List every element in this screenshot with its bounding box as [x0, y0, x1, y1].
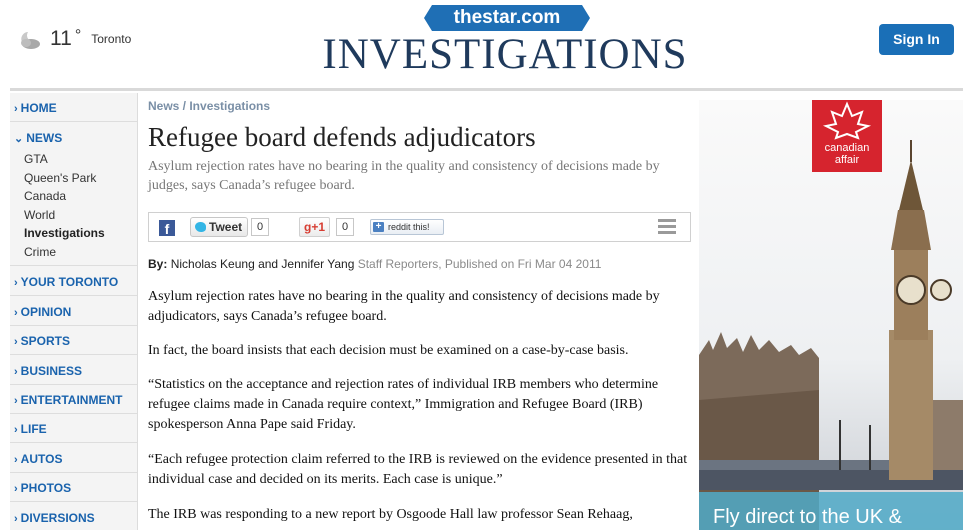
nav-item-label: HOME [20, 101, 57, 115]
byline-authors[interactable]: Nicholas Keung and Jennifer Yang [170, 257, 355, 271]
article-headline: Refugee board defends adjudicators [148, 122, 536, 152]
plus-one-count: 0 [336, 218, 354, 236]
nav-item-label: SPORTS [20, 334, 71, 348]
ad-brand-line1: canadian [824, 142, 870, 154]
section-title: INVESTIGATIONS [322, 31, 688, 78]
article-paragraph: Asylum rejection rates have no bearing in the quality and consistency of decisions made by adjudicators, says Canada’s refugee board. [148, 289, 660, 324]
nav-divider [10, 121, 137, 122]
nav-divider [10, 265, 137, 266]
nav-item-label: PHOTOS [20, 481, 72, 495]
nav-item-label: AUTOS [20, 452, 63, 466]
twitter-bird-icon [195, 222, 206, 232]
chevron-down-icon: ⌄ [14, 133, 24, 145]
site-logo[interactable] [424, 5, 590, 33]
nav-subitem-queens-park[interactable]: Queen's Park [24, 171, 97, 185]
tweet-button[interactable] [190, 217, 248, 237]
nav-divider [10, 384, 137, 385]
chevron-right-icon: › [14, 366, 18, 378]
sign-in-button[interactable]: Sign In [879, 24, 954, 55]
nav-item-business[interactable] [14, 364, 138, 378]
chevron-right-icon: › [14, 395, 18, 407]
weather-city: Toronto [91, 32, 132, 46]
nav-item-label: OPINION [20, 305, 72, 319]
nav-item-label: LIFE [20, 422, 47, 436]
google-plus-label: g [303, 220, 312, 234]
tweet-label: Tweet [209, 220, 243, 234]
article-paragraph: In fact, the board insists that each decision must be examined on a case-by-case basis. [148, 343, 629, 358]
nav-divider [10, 295, 137, 296]
nav-divider [10, 501, 137, 502]
chevron-right-icon: › [14, 103, 18, 115]
google-plus-one-button[interactable] [299, 217, 330, 237]
nav-divider [10, 354, 137, 355]
chevron-right-icon: › [14, 424, 18, 436]
article-paragraph: “Each refugee protection claim referred to the IRB is reviewed on the evidence presented in that individual case and decided on its merits. Each case is unique.” [148, 452, 688, 487]
nav-subitem-gta[interactable]: GTA [24, 152, 48, 166]
nav-item-opinion[interactable] [14, 305, 138, 319]
reddit-plus-icon: + [373, 222, 384, 232]
nav-item-home[interactable] [14, 101, 138, 115]
advertisement[interactable] [699, 100, 963, 530]
nav-item-label: DIVERSIONS [20, 511, 95, 525]
nav-subitem-world[interactable]: World [24, 208, 56, 222]
article-paragraph: “Statistics on the acceptance and rejection rates of individual IRB members who determine refugee claims made in Canada require context,” Immigration and Refugee Board (IRB) spokesperson Anna Pape said Friday. [148, 377, 659, 432]
left-navigation [10, 93, 138, 530]
ad-tagline: Fly direct to the UK & [699, 492, 963, 530]
header-divider [10, 88, 963, 91]
reddit-label: reddit this! [388, 222, 430, 232]
more-share-options-icon[interactable] [658, 219, 676, 236]
logo-text: thestar.com [453, 7, 561, 28]
nav-item-label: ENTERTAINMENT [20, 393, 123, 407]
nav-subitem-canada[interactable]: Canada [24, 189, 67, 203]
nav-item-label: BUSINESS [20, 364, 83, 378]
byline-label: By: [148, 257, 168, 271]
nav-divider [10, 472, 137, 473]
ad-brand-logo [812, 100, 882, 172]
degree-symbol: ° [74, 27, 82, 44]
nav-subitem-investigations[interactable]: Investigations [24, 226, 105, 240]
chevron-right-icon: › [14, 277, 18, 289]
temperature: 11 [50, 27, 72, 50]
nav-item-entertainment[interactable] [14, 393, 138, 407]
chevron-right-icon: › [14, 307, 18, 319]
chevron-right-icon: › [14, 483, 18, 495]
nav-item-label: YOUR TORONTO [20, 275, 119, 289]
ad-brand-text [812, 142, 882, 166]
weather-widget[interactable] [16, 24, 131, 54]
nav-item-life[interactable] [14, 422, 138, 436]
nav-item-news[interactable] [14, 131, 138, 145]
nav-item-sports[interactable] [14, 334, 138, 348]
share-bar [148, 212, 691, 242]
byline [148, 257, 601, 271]
nav-item-label: NEWS [26, 131, 63, 145]
site-header [0, 0, 963, 88]
nav-item-photos[interactable] [14, 481, 138, 495]
nav-divider [10, 325, 137, 326]
ad-brand-line2: affair [834, 154, 860, 166]
nav-divider [10, 413, 137, 414]
article-paragraph: The IRB was responding to a new report by Osgoode Hall law professor Sean Rehaag, [148, 507, 633, 522]
facebook-share-button[interactable]: f [159, 220, 175, 236]
chevron-right-icon: › [14, 513, 18, 525]
nav-divider [10, 442, 137, 443]
article-subheadline: Asylum rejection rates have no bearing in the quality and consistency of decisions made by judges, says Canada’s refugee board. [148, 159, 660, 193]
breadcrumb[interactable]: News / Investigations [148, 99, 271, 113]
plus-one-label: +1 [311, 220, 326, 234]
partly-cloudy-night-icon [16, 28, 42, 50]
byline-meta: Staff Reporters, Published on Fri Mar 04 2011 [357, 257, 602, 271]
nav-item-autos[interactable] [14, 452, 138, 466]
reddit-share-button[interactable] [370, 219, 444, 235]
chevron-right-icon: › [14, 454, 18, 466]
nav-item-diversions[interactable] [14, 511, 138, 525]
tweet-count: 0 [251, 218, 269, 236]
chevron-right-icon: › [14, 336, 18, 348]
nav-subitem-crime[interactable]: Crime [24, 245, 56, 259]
maple-leaf-icon [812, 100, 882, 142]
nav-item-your-toronto[interactable] [14, 275, 138, 289]
